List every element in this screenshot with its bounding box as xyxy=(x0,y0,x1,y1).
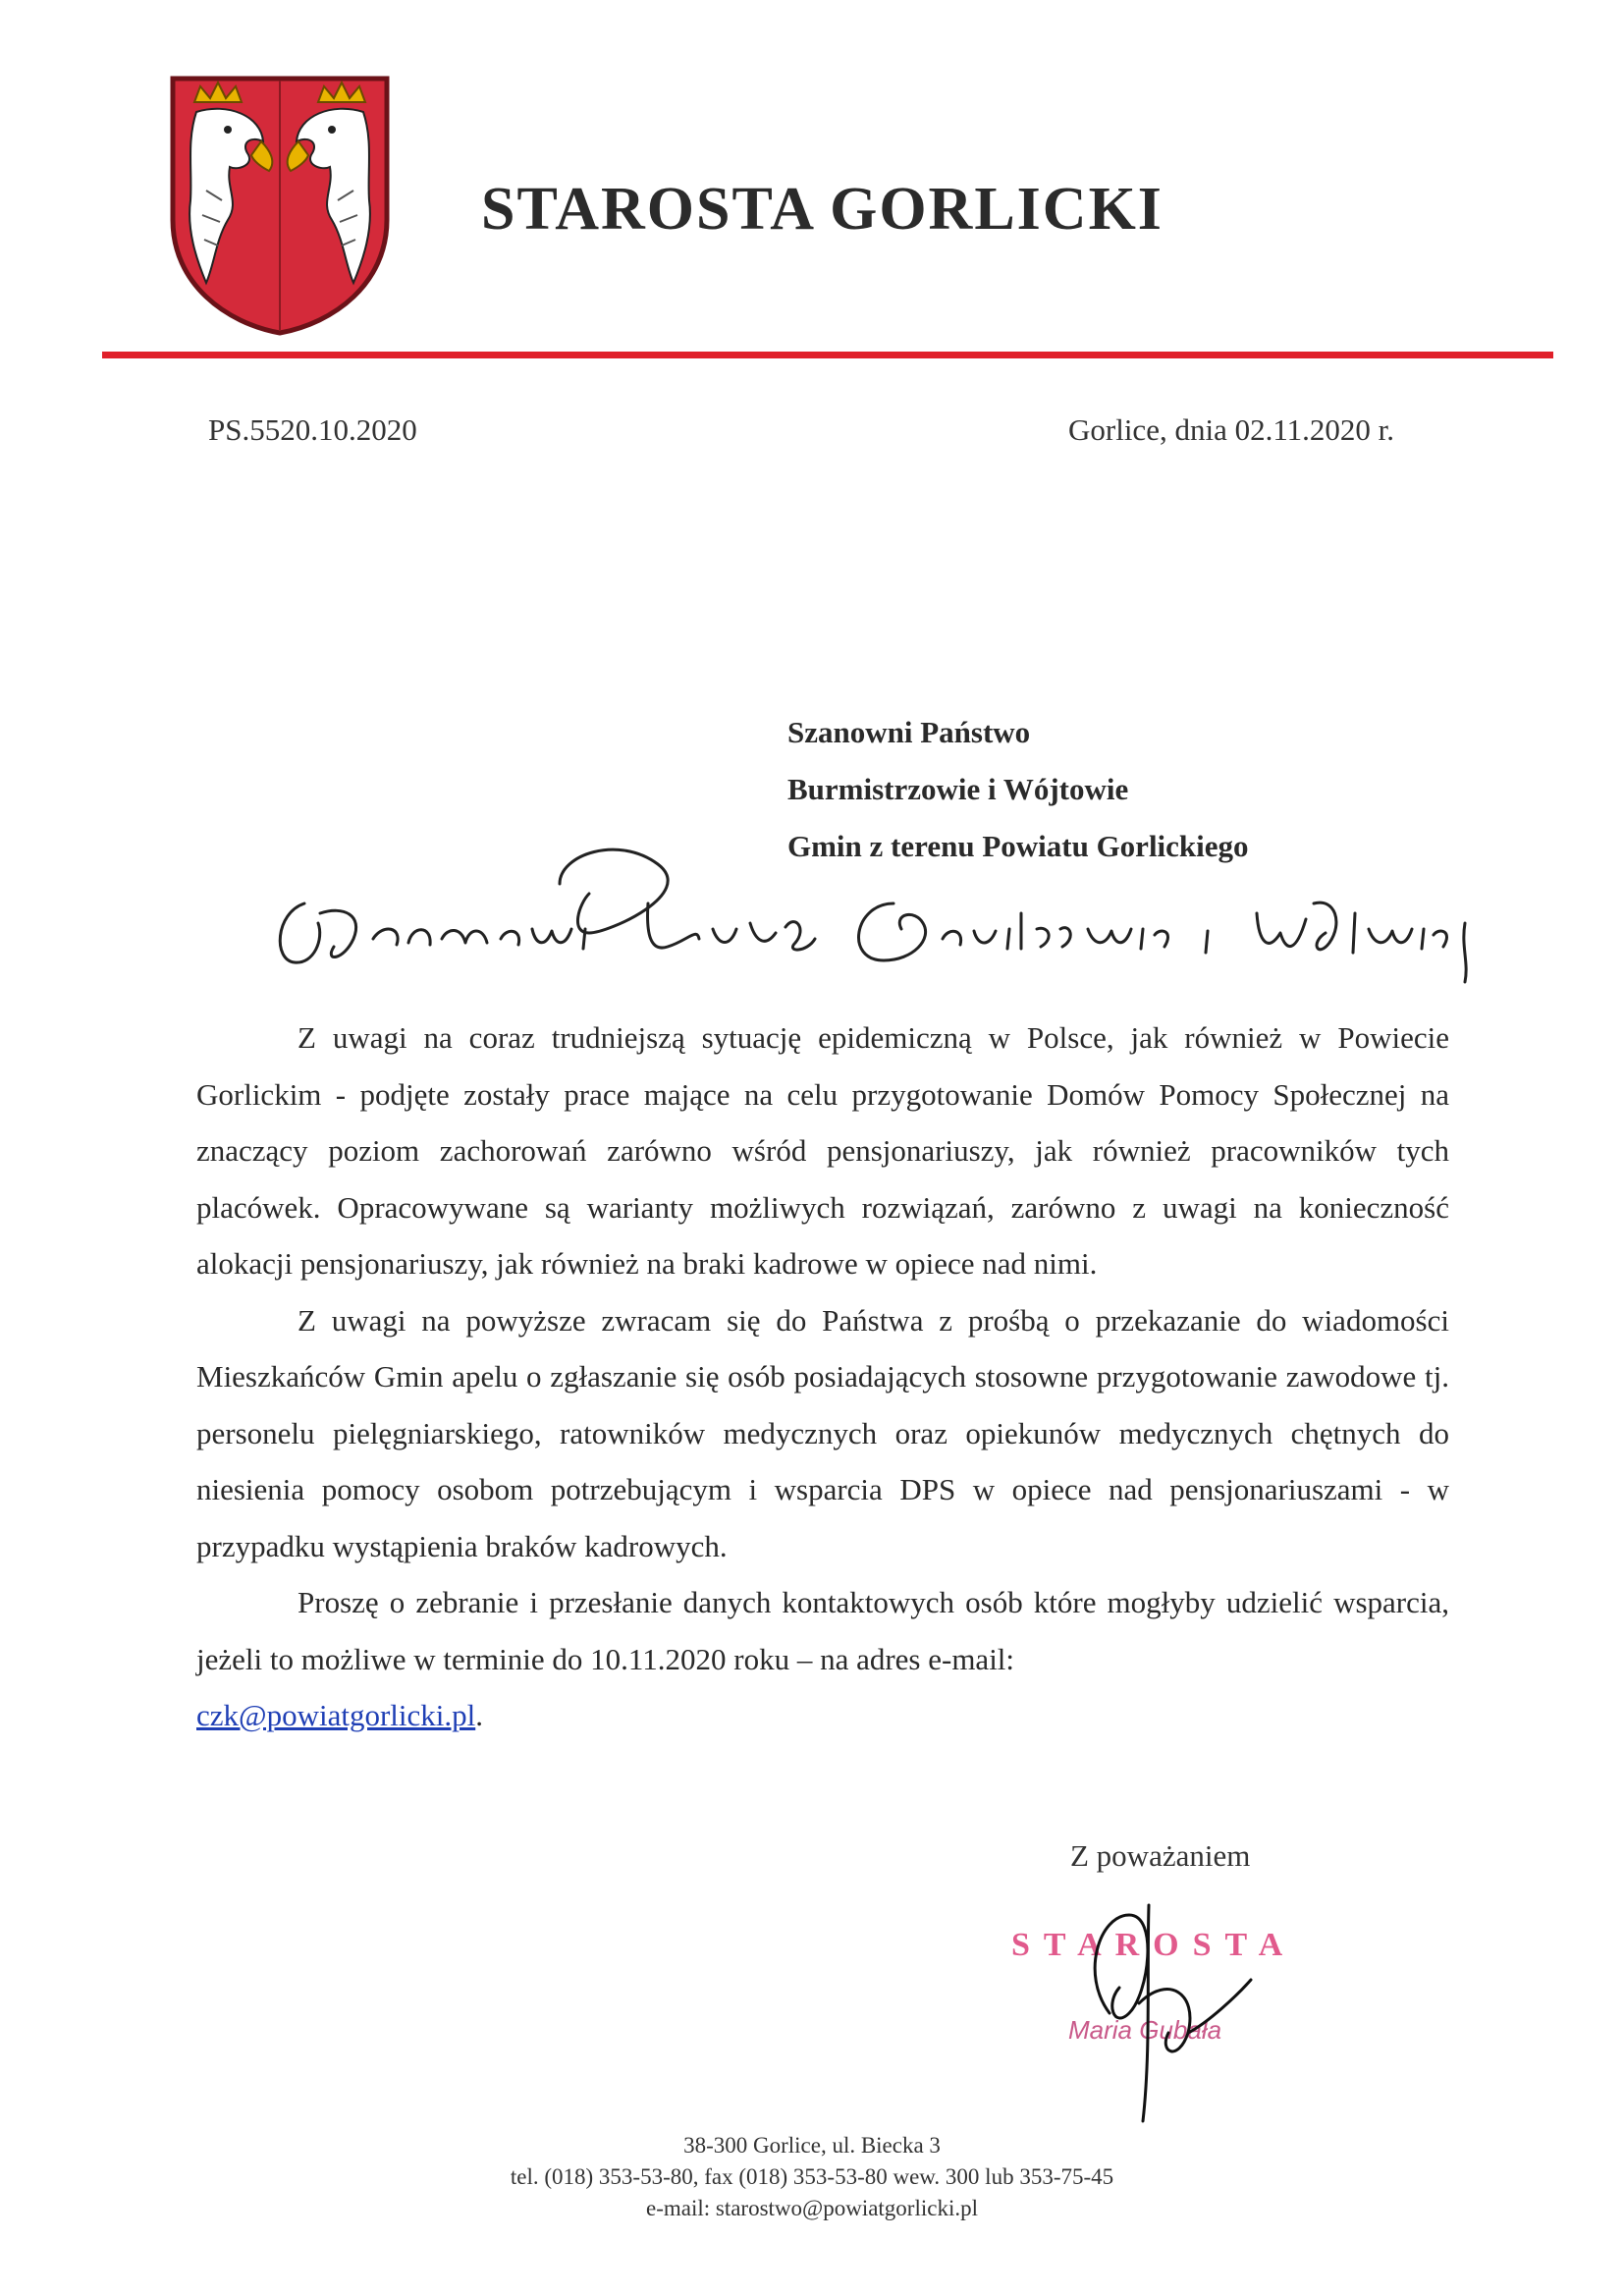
contact-email-link[interactable]: czk@powiatgorlicki.pl xyxy=(196,1698,476,1732)
addressee-line: Szanowni Państwo xyxy=(787,715,1031,749)
body-paragraph-text: Proszę o zebranie i przesłanie danych kontaktowych osób które mogłyby udzielić wsparcia, jeżeli to możliwe w terminie do 10.11.2020 roku – na adres e-mail: xyxy=(196,1585,1449,1676)
coat-of-arms-logo xyxy=(167,73,393,338)
handwritten-salutation xyxy=(265,845,1581,992)
footer-phones: tel. (018) 353-53-80, fax (018) 353-53-80 wew. 300 lub 353-75-45 xyxy=(510,2164,1114,2189)
place-and-date: Gorlice, dnia 02.11.2020 r. xyxy=(1068,412,1395,447)
footer-email: e-mail: starostwo@powiatgorlicki.pl xyxy=(645,2196,978,2220)
header-divider xyxy=(102,352,1553,358)
body-paragraph: Z uwagi na coraz trudniejszą sytuację epidemiczną w Polsce, jak również w Powiecie Gorlickim - podjęte zostały prace mające na celu przygotowanie Domów Pomocy Społecznej na znaczący poziom zachorowań zarówno wśród pensjonariuszy, jak również pracowników tych placówek. Opracowywane są warianty możliwych rozwiązań, zarówno z uwagi na konieczność alokacji pensjonariuszy, jak również na braki kadrowe w opiece nad nimi. xyxy=(196,1020,1449,1281)
stamp-name: Maria Gubała xyxy=(1068,2015,1222,2045)
addressee-line: Gmin z terenu Powiatu Gorlickiego xyxy=(787,829,1249,863)
email-suffix: . xyxy=(475,1698,483,1732)
addressee-line: Burmistrzowie i Wójtowie xyxy=(787,772,1129,806)
handwritten-signature xyxy=(1041,1886,1296,2141)
stamp-title: STAROSTA xyxy=(1011,1927,1297,1963)
header-title: STAROSTA GORLICKI xyxy=(481,176,1164,243)
body-paragraph: Z uwagi na powyższe zwracam się do Państwa z prośbą o przekazanie do wiadomości Mieszkańców Gmin apelu o zgłaszanie się osób posiadających stosowne przygotowanie zawodowe tj. personelu pielęgniarskiego, ratowników medycznych oraz opiekunów medycznych chętnych do niesienia pomocy osobom potrzebującym i wsparcia DPS w opiece nad pensjonariuszami - w przypadku wystąpienia braków kadrowych. xyxy=(196,1302,1449,1563)
closing-phrase: Z poważaniem xyxy=(1070,1838,1251,1873)
reference-number: PS.5520.10.2020 xyxy=(208,412,417,447)
footer-address: 38-300 Gorlice, ul. Biecka 3 xyxy=(683,2133,941,2158)
body-paragraph xyxy=(196,1574,1449,1687)
letter-body xyxy=(196,1010,1449,1744)
email-line xyxy=(196,1687,1449,1744)
